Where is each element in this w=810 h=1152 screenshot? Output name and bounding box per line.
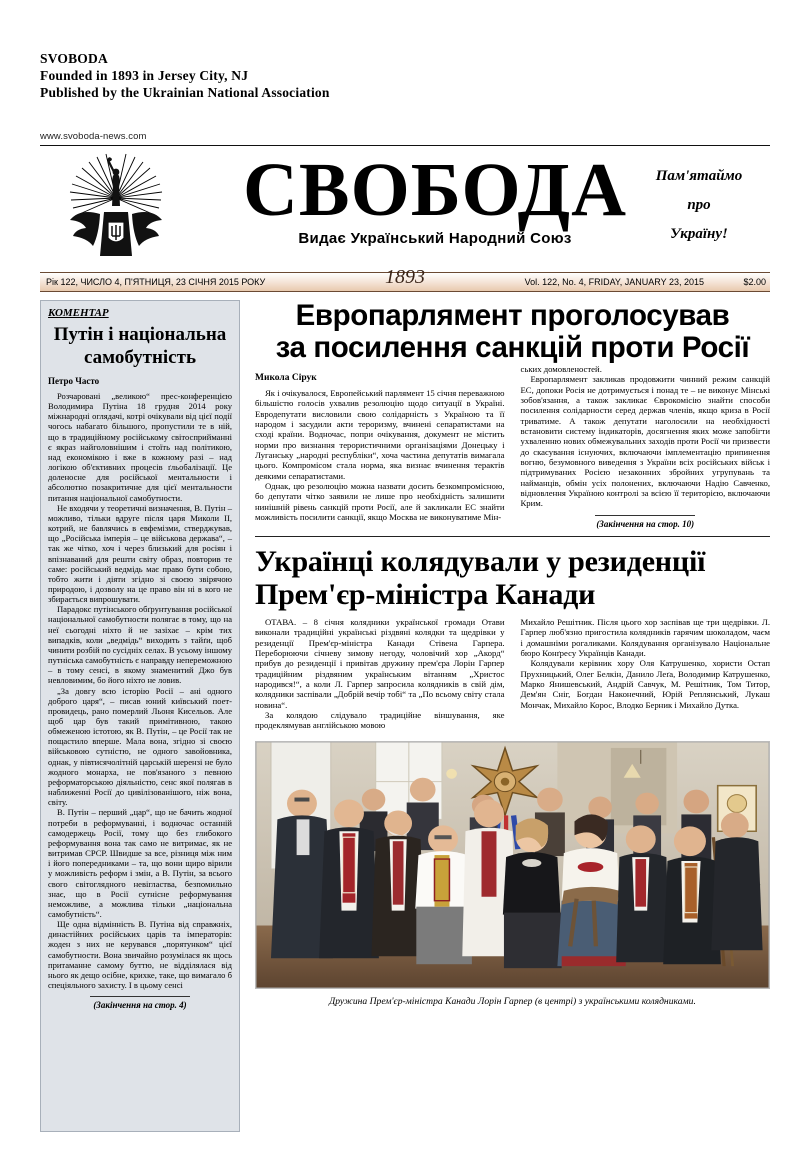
founded-line: Founded in 1893 in Jersey City, NJ: [40, 68, 249, 83]
masthead-subtitle: Видає Український Народний Союз: [298, 230, 572, 247]
commentary-continuation: [48, 996, 232, 1010]
group-photo-carolers-with-laureen-harper: [255, 741, 770, 989]
issue-info-bar: [40, 266, 770, 292]
price-label: $2.00: [743, 277, 766, 287]
article-canada-col-right: [521, 617, 771, 731]
commentary-paragraph: „За довгу всю історію Росії – ані одного доброго царя“, – писав юний київський поет-провидець, рано померлий Льоня Кисельов. Але щоб цар був такий примітивною, такою обмеженою істотою, як В. Путін, – це Росії так не пощастило вперше. Мала вона, згідно зі своєю військовою сутністю, не одного завойовника, однак, у півтисячолітній царській шерензі не було жодного монарха, не пов'язаного з певною реформаторською діяльністю, сенс якої полягав в наближенні Росії до цивілізованішого, ніж вона, світу.: [48, 685, 232, 808]
body-paragraph: ських домовленостей.: [520, 364, 602, 374]
commentary-kicker: КОМЕНТАР: [48, 307, 109, 319]
body-paragraph: Михайло Решітник. Після цього хор заспівав ще три щедрівки. Л. Гарпер люб'язно пригостила колядників гарячим шоколадом, чаєм і домашніми рогаликами. Колядування організувало Національне бюро Конґресу Українців Канади.: [520, 616, 770, 658]
liberty-statue-trident-emblem-icon: [60, 152, 172, 264]
identification-block: [40, 0, 770, 101]
commentary-paragraph: В. Путін – перший „цар“, що не бачить жодної потреби в реформуванні, і водночас останній самодержець Росії, тому що без глибокого реформування вона так само не витримає, як не витримав СРСР. Швидше за все, різниця між ним і його попередниками – та, що вони щиро вірили у можливість реформ і змін, а В. Путін, за всього свого світоглядного невігластва, безпомильно знає, що в Росії сутнісне реформування неможливе, а можлива тільки „національна самобутність“.: [48, 807, 232, 919]
headline-line-1: Українці колядували у резиденції: [255, 544, 706, 578]
commentary-headline[interactable]: Путін і національна самобутність: [53, 324, 227, 368]
article-sanctions-body: [255, 364, 770, 529]
article-divider: [255, 536, 770, 537]
article-sanctions-byline: Микола Сірук: [255, 373, 317, 383]
headline-line-2: за посилення санкцій проти Росії: [275, 331, 750, 364]
article-sanctions-continuation: [521, 515, 771, 529]
continuation-note[interactable]: (Закінчення на стор. 10): [596, 518, 695, 529]
article-canada: [255, 545, 770, 1007]
page-grid: [40, 300, 770, 1132]
article-sanctions-headline[interactable]: [255, 300, 770, 364]
article-canada-body: [255, 617, 770, 731]
website-url[interactable]: www.svoboda-news.com: [40, 131, 147, 142]
article-sanctions: [255, 300, 770, 529]
publisher-line: Published by the Ukrainian National Association: [40, 85, 330, 100]
masthead-title: СВОБОДА: [243, 148, 627, 232]
article-canada-photo-wrap: [255, 741, 770, 1007]
issue-info-english: Vol. 122, No. 4, FRIDAY, JANUARY 23, 2015: [524, 277, 704, 287]
commentary-byline: Петро Часто: [48, 376, 100, 386]
headline-line-2: Прем'єр-міністра Канади: [255, 577, 596, 611]
nameplate: [190, 146, 680, 247]
masthead: [40, 148, 770, 268]
slogan-line-1: Пам'ятаймо: [655, 168, 743, 184]
body-paragraph: Однак, цю резолюцію можна назвати досить безкомпромісною, бо депутати чітко заявили не лише про необхідність залишити нинішній рівень санкцій проти Росії, але й закликали ЕС знайти можливість посилити санкції, якщо Москва не виконуватиме Мін-: [255, 481, 505, 523]
headline-line-1: Европарлямент проголосував: [295, 299, 730, 332]
slogan-line-2: про: [687, 197, 711, 213]
commentary-column: [40, 300, 240, 1132]
continuation-rule: [595, 515, 695, 516]
photo-caption: Дружина Прем'єр-міністра Канади Лорін Гарпер (в центрі) з українськими колядниками.: [329, 995, 696, 1007]
body-paragraph: ОТАВА. – 8 січня колядники української громади Отави виконали традиційні українські різдвяні колядки та щедрівки у резиденції Прем'єр-міністра Канади Стівена Гарпера. Переборюючи січневу зимову негоду, чоловічий хор „Акорд“ прибув до резиденції і привітав дружину прем'єра Лорін Гарпер традиційним різдвяним українським вітанням „Христос народився!“, а коли Л. Гарпер запросила колядників в свій дім, колядники заспівали „Добрій вечір тобі“ та „По всьому світу стала новина“.: [255, 616, 505, 710]
body-paragraph: Европарлямент закликав продовжити чинний режим санкцій ЕС, допоки Росія не дотримується і понад те – не виконує Мінські зобов'язання, а також закликає Єврокомісію знайти способи посилення солідарности серед держав членів, якщо криза в Росії триватиме. А також депутати наголосили на необхідності встановити систему індикаторів, досягнення яких може запобігти ухваленню нових обмежувальних заходів проти Росії чи призвести до скасування існуючих, включаючи імплементацію припинення вогню, безумовного виведення з України всіх російських військ і підтримуваних Росією незаконних збройних угрупувань та найманців, обмін усіх полонених, включаючи Надію Савченко, відновлення Україною контролі за всією її територією, включаючи Крим.: [520, 374, 770, 509]
article-sanctions-col-right: [521, 364, 771, 529]
commentary-paragraph: Розчаровані „великою“ прес-конференцією Володимира Путіна 18 грудня 2014 року міжнародні оглядачі, котрі очікували від цієї події чогось набагато більшого, пропустили те в ній, що в традиційному російському світосприйманні є якраз найголовнішим і стоїть над політикою, над економікою і вже в кожному разі – над логікою об'єктивних процесів ґльобалізації. Це доленосне для російської ментальности і абсолютно позакритичне для цієї ментальности питання національної самобутности.: [48, 391, 232, 503]
commentary-paragraph: Парадокс путінського обґрунтування російської національної самобутности полягає в тому, що на неї сьогодні ніхто й не зазіхає – крім тих випадків, коли „ведмідь“ виходить з тайґи, щоб чинити розбій по сусідніх селах. В усьому іншому путніська самобутність є направду непереможною – в тому сенсі, в якому знаменитий Джо був невловимим, бо його ніхто не ловив.: [48, 604, 232, 686]
founding-year-emblem: 1893: [385, 266, 425, 288]
masthead-slogan: [634, 162, 764, 249]
slogan-line-3: Україну!: [670, 226, 728, 242]
commentary-paragraph: Не входячи у теоретичні визначення, В. Путін – можливо, тільки вдруге після царя Миколи ІІ, котрий, не бавлячись в евфемізми, стверджував, що „Російська імперія – це військова держава“, – так же чітко, хоч і через близький для росіян і впізнаваний для решти світу образ, повторив те саме: російський ведмідь має право бути собою, тобто жити і діяти згідно зі своєю звірячою природою, і дозволу на це право він ні в кого не збирається випрошувати.: [48, 502, 232, 605]
column-gutter: [240, 300, 255, 1132]
body-paragraph: За колядою слідувало традиційне віншування, яке продеклямував англійською мовою: [255, 709, 505, 731]
continuation-note[interactable]: (Закінчення на стор. 4): [93, 1000, 187, 1011]
article-canada-col-left: [255, 617, 505, 731]
body-paragraph: Як і очікувалося, Европейський парлямент 15 січня переважною більшістю голосів ухвалив резолюцію щодо ситуації в Україні. Евродепутати висловили свою солідарність з Україною та її народом і засудили акти тероризму, вчинені сепаратистами на сході країни. Водночас, попри очікування, документ не містить норми про визнання терористичними організаціями Донецьку і Луганську „народні республіки“, хоча частина депутатів вимагала цього. Компромісом стала норма, яка визнає вчинення терактів деякими сепаратистами.: [255, 388, 505, 481]
article-sanctions-col-left: [255, 364, 505, 529]
main-content-column: [255, 300, 770, 1132]
body-paragraph: Колядували керівник хору Оля Катрушенко, хористи Остап Прухницький, Олег Белкін, Данило Леґа, Володимир Катрушенко, Марко Янишевський, Андрій Савчук, М. Решітник, Том Титор, Дем'ян Сніг, Богдан Наконечний, Юрій Реплянський, Лукаш Мончак, Михайло Корос, Влодко Берник і Михайло Дутка.: [520, 658, 770, 710]
commentary-box: [40, 300, 240, 1132]
commentary-paragraph: Ще одна відмінність В. Путіна від справжніх, династійних російських царів та імператорів: жоден з них не керувався „порятунком“ цієї самобутности. Вона звичайно розумілася як щось притаманне самому буттю, не відділялася від нього як дещо осібне, крихке, таке, що вимагало б спеціяльного захисту. І в цьому сенсі: [48, 919, 232, 991]
commentary-body: [48, 391, 232, 990]
article-canada-headline[interactable]: [255, 545, 770, 611]
continuation-rule: [90, 996, 190, 997]
paper-name: SVOBODA: [40, 51, 108, 66]
issue-info-ukrainian: Рік 122, ЧИСЛО 4, П'ЯТНИЦЯ, 23 СІЧНЯ 2015 РОКУ: [46, 277, 266, 287]
